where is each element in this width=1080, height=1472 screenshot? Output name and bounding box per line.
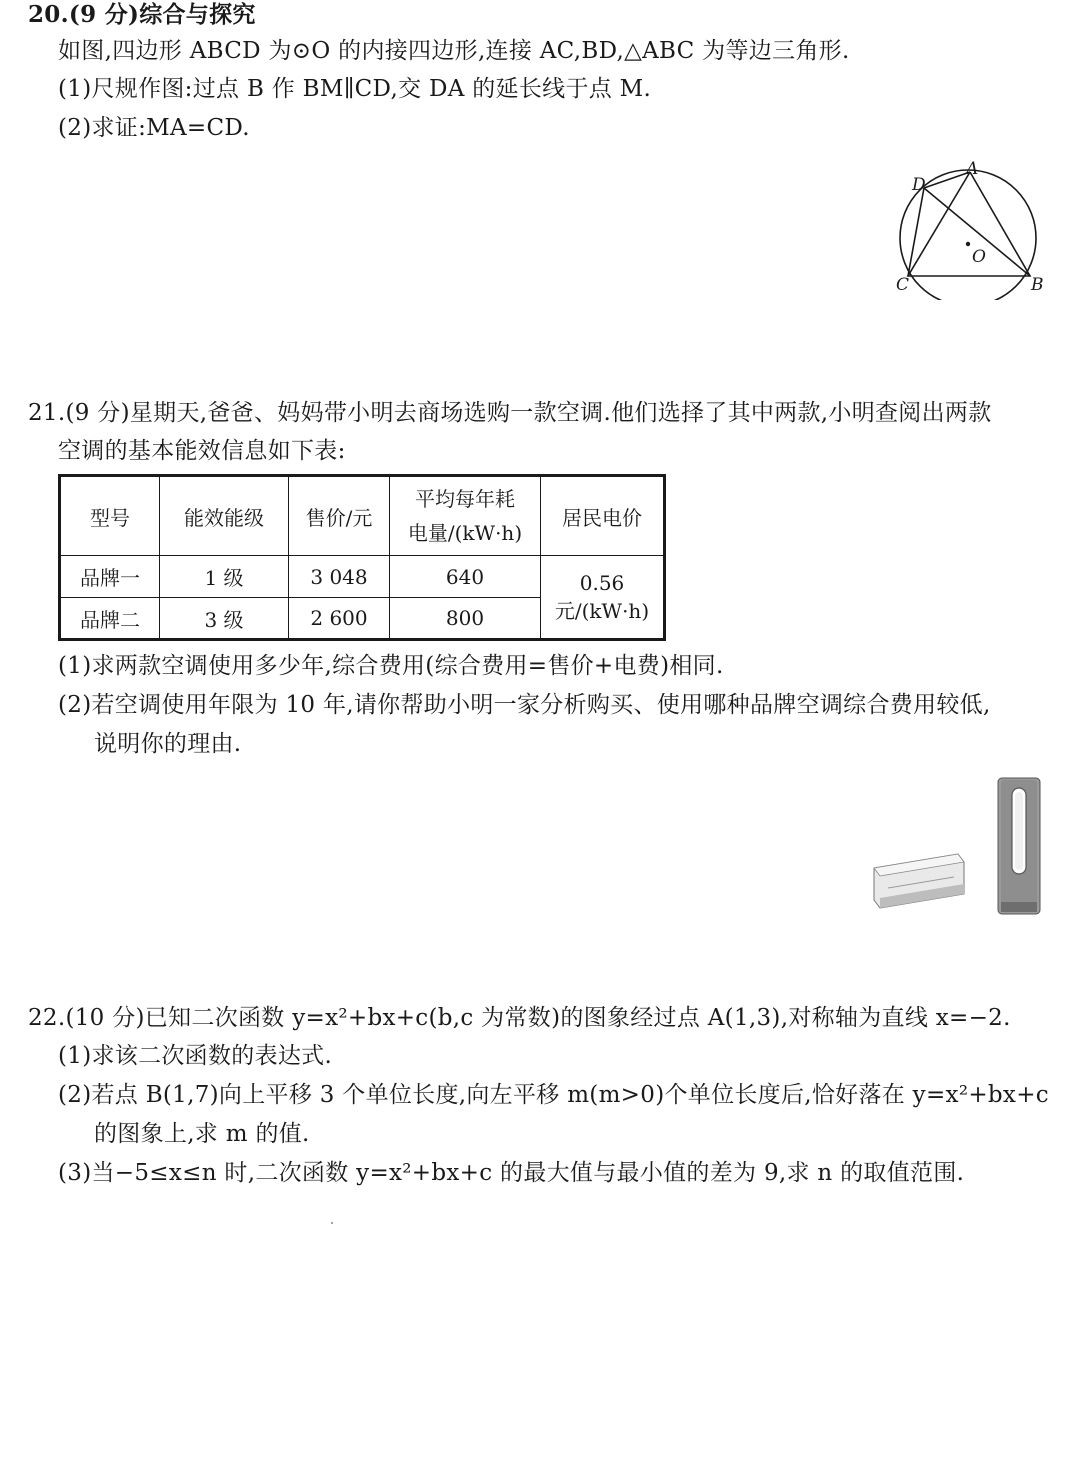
air-conditioner-illustration [868, 770, 1048, 920]
tower-ac-unit [998, 778, 1040, 914]
center-point [966, 242, 970, 246]
energy-info-table [58, 474, 666, 641]
question-20-title: 20.(9 分)综合与探究 [28, 1, 256, 28]
question-22-part-1: (1)求该二次函数的表达式. [58, 1043, 333, 1069]
cell-consumption: 800 [390, 598, 541, 640]
header-annual-consumption [390, 476, 541, 556]
scan-speck [331, 1222, 333, 1224]
question-20-part-1: (1)尺规作图:过点 B 作 BM∥CD,交 DA 的延长线于点 M. [58, 76, 652, 102]
cell-electric-price: 0.56 元/(kW·h) [541, 556, 665, 640]
segment-da [924, 172, 970, 188]
question-20-stem: 如图,四边形 ABCD 为⊙O 的内接四边形,连接 AC,BD,△ABC 为等边三角形. [58, 38, 850, 64]
question-22-part-3: (3)当−5≤x≤n 时,二次函数 y=x²+bx+c 的最大值与最小值的差为 9,求 n 的取值范围. [58, 1160, 965, 1186]
header-annual-consumption-line2: 电量/(kW·h) [407, 521, 523, 545]
question-20-part-2: (2)求证:MA=CD. [58, 115, 250, 141]
label-o: O [972, 247, 986, 267]
cell-brand: 品牌二 [60, 598, 160, 640]
cell-level: 1 级 [160, 556, 289, 598]
question-22-part-2-cont: 的图象上,求 m 的值. [94, 1121, 310, 1147]
cell-brand: 品牌一 [60, 556, 160, 598]
cell-consumption: 640 [390, 556, 541, 598]
cell-price: 2 600 [289, 598, 390, 640]
header-price: 售价/元 [289, 476, 390, 556]
header-electric-price: 居民电价 [541, 476, 665, 556]
circle-figure [888, 160, 1048, 300]
label-c: C [896, 275, 910, 295]
header-energy-level: 能效能级 [160, 476, 289, 556]
label-d: D [912, 175, 926, 195]
table-row [60, 556, 665, 598]
cell-price: 3 048 [289, 556, 390, 598]
question-21-part-1: (1)求两款空调使用多少年,综合费用(综合费用=售价+电费)相同. [58, 653, 724, 679]
question-21-stem: 21.(9 分)星期天,爸爸、妈妈带小明去商场选购一款空调.他们选择了其中两款,小明查阅出两款 [28, 400, 992, 426]
header-annual-consumption-line1: 平均每年耗 [415, 487, 515, 511]
label-a: A [966, 160, 979, 179]
label-b: B [1031, 275, 1044, 295]
wall-ac-unit [874, 854, 964, 908]
question-21-part-2-cont: 说明你的理由. [94, 731, 242, 757]
table-header-row [60, 476, 665, 556]
cell-level: 3 级 [160, 598, 289, 640]
question-21-stem-cont: 空调的基本能效信息如下表: [58, 438, 346, 464]
question-22-part-2: (2)若点 B(1,7)向上平移 3 个单位长度,向左平移 m(m>0)个单位长度后,恰好落在 y=x²+bx+c [58, 1082, 1049, 1108]
question-22-stem: 22.(10 分)已知二次函数 y=x²+bx+c(b,c 为常数)的图象经过点 A(1,3),对称轴为直线 x=−2. [28, 1005, 1011, 1031]
question-21-part-2: (2)若空调使用年限为 10 年,请你帮助小明一家分析购买、使用哪种品牌空调综合费用较低, [58, 692, 991, 718]
header-model: 型号 [60, 476, 160, 556]
